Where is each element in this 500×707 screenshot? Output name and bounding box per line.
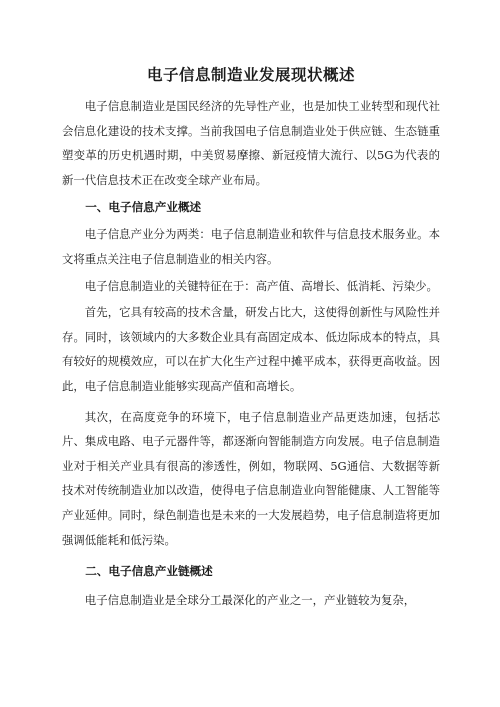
document-title: 电子信息制造业发展现状概述 (146, 66, 355, 84)
second-feature-paragraph: 其次，在高度竞争的环境下，电子信息制造业产品更迭加速，包括芯片、集成电路、电子元器件等，都逐渐向智能制造方向发展。电子信息制造业对于相关产业具有很高的渗透性，例如，物联网、5G通信、大数据等新技术对传统制造业加以改造，使得电子信息制造业向智能健康、人工智能等产业延伸。同时，绿色制造也是未来的一大发展趋势，电子信息制造将更加强调低能耗和低污染。 (62, 409, 440, 547)
section-1-heading: 一、电子信息产业概述 (85, 200, 202, 215)
key-features-paragraph: 电子信息制造业的关键特征在于：高产值、高增长、低消耗、污染少。 (84, 278, 438, 293)
section-2-heading: 二、电子信息产业链概述 (85, 564, 213, 579)
industry-chain-paragraph: 电子信息制造业是全球分工最深化的产业之一，产业链较为复杂， (84, 593, 416, 608)
first-feature-paragraph: 首先，它具有较高的技术含量，研发占比大，这使得创新性与风险性并存。同时，该领域内的大多数企业具有高固定成本、低边际成本的特点，具有较好的规模效应，可以在扩大化生产过程中摊平成本，获得更高收益。因此，电子信息制造业能够实现高产值和高增长。 (62, 305, 440, 393)
intro-paragraph: 电子信息制造业是国民经济的先导性产业，也是加快工业转型和现代社会信息化建设的技术支撑。当前我国电子信息制造业处于供应链、生态链重塑变革的历史机遇时期，中美贸易摩擦、新冠疫情大流行、以5G为代表的新一代信息技术正在改变全球产业布局。 (62, 99, 440, 187)
industry-categories-paragraph: 电子信息产业分为两类：电子信息制造业和软件与信息技术服务业。本文将重点关注电子信息制造业的相关内容。 (62, 227, 440, 266)
